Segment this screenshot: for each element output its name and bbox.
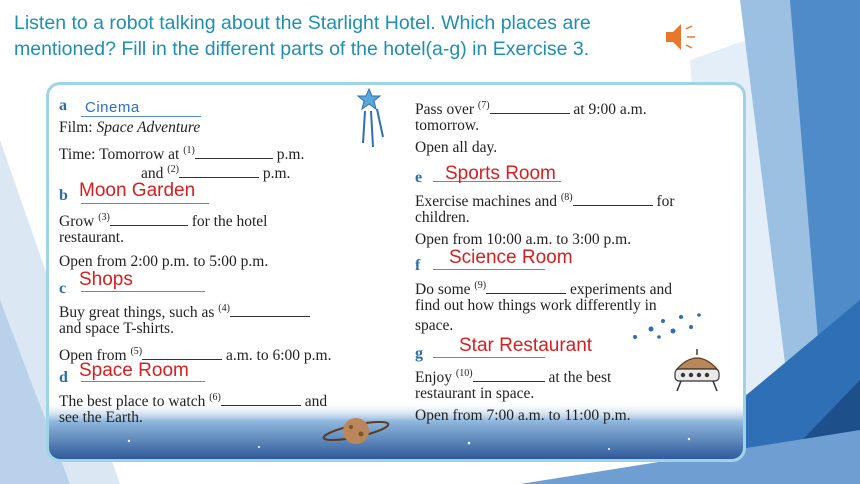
- blank-number: (3): [98, 212, 110, 223]
- blank-number: (2): [167, 164, 179, 175]
- time-text: Time: Tomorrow at: [59, 146, 180, 164]
- tshirts-text: and space T-shirts.: [59, 320, 174, 337]
- section-e-letter: e: [415, 169, 423, 186]
- blank-number: (5): [130, 346, 143, 357]
- find-out-text: find out how things work differently in: [415, 297, 657, 314]
- open-hours-e: Open from 10:00 a.m. to 3:00 p.m.: [415, 231, 632, 248]
- blank-number: (8): [560, 192, 573, 203]
- robot-icon: [669, 347, 725, 395]
- at-the-best-text: at the best: [548, 369, 612, 387]
- see-earth-text: see the Earth.: [59, 409, 143, 426]
- blank-number: (9): [474, 280, 487, 291]
- and-text: and: [304, 393, 328, 411]
- time-text: at 9:00 a.m.: [573, 101, 647, 119]
- instruction-line-2: mentioned? Fill in the different parts of the hotel(a-g) in Exercise 3.: [14, 38, 590, 60]
- film-title: Space Adventure: [96, 119, 201, 136]
- buy-text: Buy great things, such as: [59, 304, 215, 322]
- section-b-letter: b: [59, 187, 68, 204]
- grow-text: Grow: [59, 213, 95, 231]
- section-c-letter: c: [59, 280, 67, 297]
- open-all-day: Open all day.: [415, 139, 498, 156]
- film-label: Film:: [59, 119, 97, 136]
- pass-text: Pass over: [415, 101, 474, 119]
- open-text: Open from: [59, 347, 127, 365]
- blank-number: (7): [477, 100, 490, 111]
- answer-a[interactable]: Cinema: [85, 99, 140, 116]
- exercise-text: Exercise machines and: [415, 193, 558, 211]
- answer-c[interactable]: Shops: [79, 269, 133, 290]
- blank-number: (1): [183, 145, 195, 156]
- pm-text: p.m.: [276, 146, 305, 164]
- open-hours-b: Open from 2:00 p.m. to 5:00 p.m.: [59, 253, 269, 270]
- blank-number: (4): [218, 303, 230, 314]
- for-text: for the hotel: [191, 213, 268, 231]
- open-hours-c: a.m. to 6:00 p.m.: [226, 347, 332, 365]
- blank-number: (6): [209, 392, 221, 403]
- section-d-letter: d: [59, 369, 68, 386]
- open-hours-g: Open from 7:00 a.m. to 11:00 p.m.: [415, 407, 631, 424]
- instruction-text: [14, 10, 674, 62]
- answer-g[interactable]: Star Restaurant: [459, 335, 593, 356]
- do-some-text: Do some: [415, 281, 471, 299]
- section-a-letter: a: [59, 97, 67, 114]
- answer-d[interactable]: Space Room: [79, 360, 189, 381]
- enjoy-text: Enjoy: [415, 369, 453, 387]
- space-text: space.: [415, 317, 454, 334]
- tomorrow-text: tomorrow.: [415, 117, 479, 134]
- stars-dots: [629, 307, 709, 347]
- speaker-icon[interactable]: [662, 20, 702, 54]
- for-text: for: [656, 193, 675, 211]
- section-g-letter: g: [415, 345, 423, 362]
- blank-number: (10): [455, 368, 473, 379]
- exercise-panel: [46, 82, 746, 462]
- children-text: children.: [415, 209, 470, 226]
- answer-e[interactable]: Sports Room: [445, 163, 556, 184]
- restaurant-space-text: restaurant in space.: [415, 385, 535, 402]
- restaurant-text: restaurant.: [59, 229, 124, 246]
- best-place-text: The best place to watch: [59, 393, 206, 411]
- answer-f[interactable]: Science Room: [449, 247, 573, 268]
- experiments-text: experiments and: [569, 281, 672, 299]
- instruction-line-1: Listen to a robot talking about the Starlight Hotel. Which places are: [14, 12, 591, 34]
- pm-text: p.m.: [262, 165, 291, 183]
- and-text: and: [141, 165, 164, 183]
- section-f-letter: f: [415, 257, 421, 274]
- planet-icon: [321, 413, 391, 449]
- answer-b[interactable]: Moon Garden: [79, 180, 196, 201]
